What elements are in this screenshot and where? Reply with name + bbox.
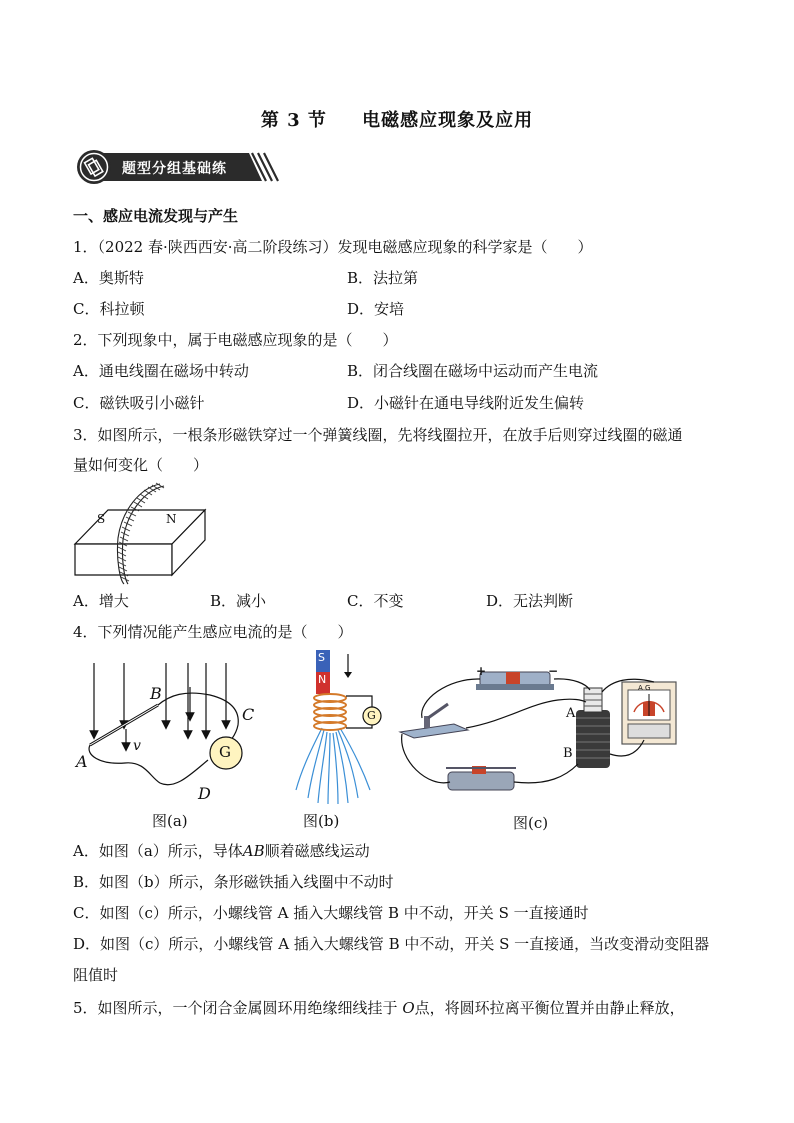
- q2-option-d: D．小磁针在通电导线附近发生偏转: [347, 394, 585, 412]
- q2-option-b: B．闭合线圈在磁场中运动而产生电流: [347, 362, 599, 380]
- q4a-label-a: A: [76, 752, 88, 771]
- section-number: 第 3 节: [260, 110, 327, 131]
- q1-option-c: C．科拉顿: [73, 300, 145, 318]
- q3-fig-s-label: S: [97, 512, 106, 526]
- q4a-label-v: v: [133, 738, 141, 754]
- q1-stem: 1．（2022 春·陕西西安·高二阶段练习）发现电磁感应现象的科学家是（ ）: [73, 238, 593, 256]
- q4c-meter-label: A G: [638, 684, 651, 692]
- section-name: 电磁感应现象及应用: [362, 110, 534, 131]
- q1-option-d: D．安培: [347, 300, 405, 318]
- q3-option-d: D．无法判断: [486, 592, 574, 610]
- q4-stem: 4．下列情况能产生感应电流的是（ ）: [73, 623, 353, 641]
- q4-option-a: A．如图（a）所示，导体AB顺着磁感线运动: [73, 842, 370, 860]
- q3-fig-n-label: N: [166, 512, 177, 526]
- q3-option-c: C．不变: [347, 592, 404, 610]
- q3-stem-line2: 量如何变化（ ）: [73, 456, 209, 474]
- q4-figure-a: [70, 655, 270, 805]
- q3-option-a: A．增大: [73, 592, 129, 610]
- q4b-label-s: S: [318, 651, 325, 664]
- q4c-label-plus: +: [476, 664, 487, 678]
- q4-option-c: C．如图（c）所示，小螺线管 A 插入大螺线管 B 中不动，开关 S 一直接通时: [73, 904, 589, 922]
- q2-option-c: C．磁铁吸引小磁针: [73, 394, 205, 412]
- q4b-caption: 图(b): [303, 812, 340, 830]
- q3-figure-magnet-coil: [70, 480, 210, 586]
- q3-stem-line1: 3．如图所示，一根条形磁铁穿过一个弹簧线圈，先将线圈拉开，在放手后则穿过线圈的磁通: [73, 426, 683, 444]
- q4c-label-a: A: [566, 706, 576, 721]
- banner-label: 题型分组基础练: [122, 161, 227, 177]
- q4c-caption: 图(c): [513, 814, 549, 832]
- q2-option-a: A．通电线圈在磁场中转动: [73, 362, 249, 380]
- q3-option-b: B．减小: [210, 592, 267, 610]
- q4a-label-g: G: [219, 743, 231, 761]
- q1-option-a: A．奥斯特: [73, 269, 144, 287]
- q4b-label-g: G: [367, 709, 376, 722]
- q4a-label-b: B: [150, 684, 162, 703]
- q4-option-d-line1: D．如图（c）所示，小螺线管 A 插入大螺线管 B 中不动，开关 S 一直接通，当改变滑动变阻器: [73, 935, 710, 953]
- q5-stem: 5．如图所示，一个闭合金属圆环用绝缘细线挂于 O点，将圆环拉离平衡位置并由静止释放，: [73, 999, 685, 1017]
- q4a-caption: 图(a): [152, 812, 188, 830]
- q4-option-b: B．如图（b）所示，条形磁铁插入线圈中不动时: [73, 873, 394, 891]
- q4-figure-c: [398, 660, 688, 810]
- page-title: [0, 106, 794, 132]
- q4a-label-c: C: [242, 705, 255, 724]
- q4b-label-n: N: [318, 673, 327, 686]
- q1-option-b: B．法拉第: [347, 269, 419, 287]
- section-heading: 一、感应电流发现与产生: [73, 207, 239, 225]
- q4-figure-b: [292, 648, 392, 808]
- q4-option-d-line2: 阻值时: [73, 966, 119, 984]
- q4c-label-minus: −: [548, 664, 559, 678]
- q4a-label-d: D: [198, 784, 211, 803]
- q2-stem: 2．下列现象中，属于电磁感应现象的是（ ）: [73, 331, 398, 349]
- q4c-label-b: B: [563, 746, 573, 761]
